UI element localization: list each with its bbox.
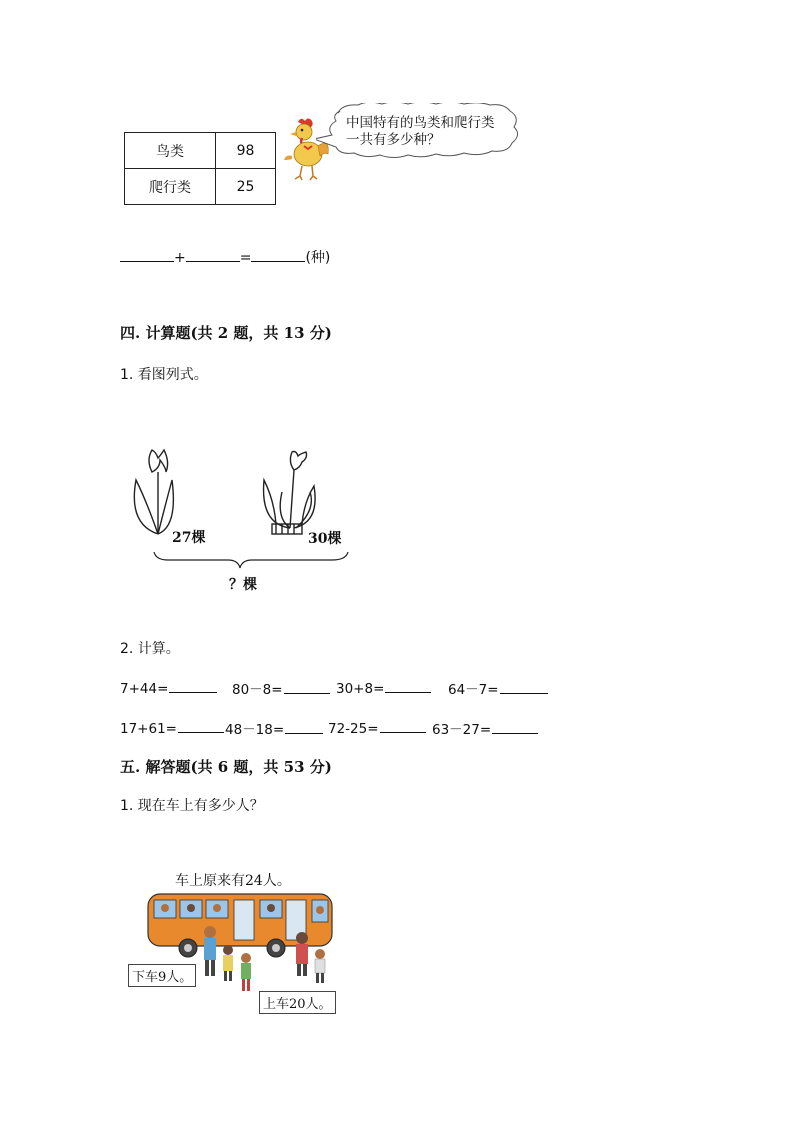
fill-equation <box>120 247 330 267</box>
unit-label: (种) <box>305 250 331 266</box>
calc-item <box>120 678 217 697</box>
answer-blank[interactable] <box>169 678 217 693</box>
calc-item <box>232 678 330 698</box>
plant-left-label: 27棵 <box>172 530 206 546</box>
bus-original-caption: 车上原来有24人。 <box>175 873 291 889</box>
equals-sign: = <box>239 250 252 266</box>
calc-expression: 17+61= <box>120 721 177 737</box>
total-brace <box>154 552 348 568</box>
answer-blank[interactable] <box>500 679 548 694</box>
answer-blank[interactable] <box>178 718 224 733</box>
table-cell-value: 98 <box>216 133 276 169</box>
bus-illustration <box>140 888 340 1008</box>
section5-title: 五. 解答题(共 6 题，共 53 分) <box>120 758 332 776</box>
calc-expression: 64－7= <box>448 682 499 698</box>
answer-blank[interactable] <box>385 678 431 693</box>
calc-expression: 30+8= <box>336 681 385 697</box>
calc-expression: 7+44= <box>120 681 169 697</box>
calc-item <box>432 718 538 738</box>
speech-bubble-line2: 一共有多少种？ <box>346 132 441 148</box>
answer-blank[interactable] <box>285 719 323 734</box>
answer-blank[interactable] <box>186 247 240 262</box>
total-label: ？棵 <box>229 577 257 593</box>
answer-blank[interactable] <box>284 679 330 694</box>
answer-blank[interactable] <box>251 247 305 262</box>
get-on-label: 上车20人。 <box>259 991 336 1014</box>
calc-expression: 72-25= <box>328 721 379 737</box>
calc-item <box>336 678 431 697</box>
answer-blank[interactable] <box>120 247 174 262</box>
section4-title: 四. 计算题(共 2 题，共 13 分) <box>120 324 332 342</box>
section4-q1-title: 1. 看图列式。 <box>120 367 208 383</box>
plus-sign: + <box>174 250 186 266</box>
table-row <box>125 133 276 169</box>
calc-item <box>225 718 323 738</box>
table-cell-name: 爬行类 <box>125 169 216 205</box>
calc-item <box>328 718 426 737</box>
species-table <box>124 132 276 205</box>
speech-bubble-line1: 中国特有的鸟类和爬行类 <box>346 115 495 131</box>
calc-expression: 80－8= <box>232 682 283 698</box>
calc-expression: 48－18= <box>225 722 285 738</box>
answer-blank[interactable] <box>492 719 538 734</box>
calc-item <box>120 718 224 737</box>
plant-right-label: 30棵 <box>308 531 342 547</box>
table-row <box>125 169 276 205</box>
answer-blank[interactable] <box>380 718 426 733</box>
calc-expression: 63－27= <box>432 722 492 738</box>
get-off-label: 下车9人。 <box>128 964 196 987</box>
section5-q1-title: 1. 现在车上有多少人？ <box>120 798 264 814</box>
flower-plant-icon <box>264 452 316 535</box>
calc-item <box>448 678 548 698</box>
section4-q2-title: 2. 计算。 <box>120 641 180 657</box>
tulip-icon <box>134 450 173 534</box>
plants-illustration <box>124 440 354 590</box>
table-cell-name: 鸟类 <box>125 133 216 169</box>
table-cell-value: 25 <box>216 169 276 205</box>
